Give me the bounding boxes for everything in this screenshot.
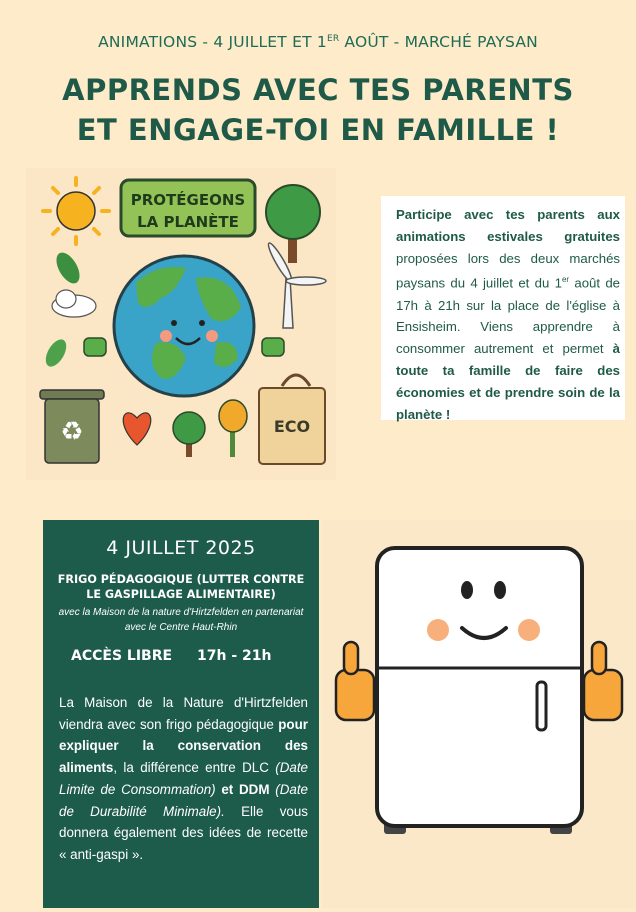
cloud-icon bbox=[52, 290, 96, 317]
event-description: La Maison de la Nature d'Hirtzfelden viendra avec son frigo pédagogique pour expliquer la conservation des aliments, la différence entre DLC (Date Limite de Consommation) et DDM (Date de Durabilité Minimale). Elle vous donnera également des idées de recette « anti-gaspi ». bbox=[59, 695, 308, 862]
intro-lead: Participe avec tes parents aux animations estivales gratuites bbox=[396, 207, 620, 244]
svg-text:LA PLANÈTE: LA PLANÈTE bbox=[137, 213, 239, 231]
intro-emphasis: à toute ta famille de faire des économies et de prendre soin de la planète ! bbox=[396, 341, 620, 422]
protect-planet-illustration bbox=[26, 168, 336, 480]
page-title bbox=[0, 70, 636, 150]
protect-planet-sign bbox=[121, 180, 255, 236]
event-hours: 17h - 21h bbox=[197, 648, 272, 664]
heart-icon bbox=[123, 413, 151, 445]
event-card bbox=[43, 520, 319, 908]
intro-box: Participe avec tes parents aux animations estivales gratuites proposées lors des deux marchés paysans du 4 juillet et du 1er août de 17h à 21h sur la place de l'église à Ensisheim. Viens apprendre à consommer autrement et permet à toute ta famille de faire des économies et de prendre soin de la planète ! bbox=[381, 196, 625, 420]
headline-line-2: ET ENGAGE-TOI EN FAMILLE ! bbox=[76, 113, 560, 147]
earth-icon bbox=[114, 256, 254, 396]
event-kicker: ANIMATIONS - 4 JUILLET ET 1ER AOÛT - MARCHÉ PAYSAN bbox=[98, 33, 538, 51]
headline-line-1: APPRENDS AVEC TES PARENTS bbox=[62, 73, 574, 107]
fridge-icon bbox=[377, 548, 582, 834]
event-date: 4 JUILLET 2025 bbox=[106, 537, 256, 559]
svg-text:PROTÉGEONS: PROTÉGEONS bbox=[130, 191, 246, 209]
small-tree-icon bbox=[173, 400, 247, 457]
svg-text:♻: ♻ bbox=[60, 417, 84, 447]
event-partner: avec la Maison de la nature d'Hirtzfelden en partenariat avec le Centre Haut-Rhin bbox=[58, 607, 304, 633]
svg-text:ECO: ECO bbox=[273, 417, 311, 436]
event-title: FRIGO PÉDAGOGIQUE (LUTTER CONTRE LE GASPILLAGE ALIMENTAIRE) bbox=[57, 573, 305, 601]
event-access: ACCÈS LIBRE bbox=[71, 648, 173, 664]
sun-icon bbox=[43, 178, 109, 244]
eco-bag-icon bbox=[259, 375, 325, 464]
recycle-bin-icon bbox=[40, 390, 104, 463]
fridge-illustration bbox=[322, 520, 636, 908]
